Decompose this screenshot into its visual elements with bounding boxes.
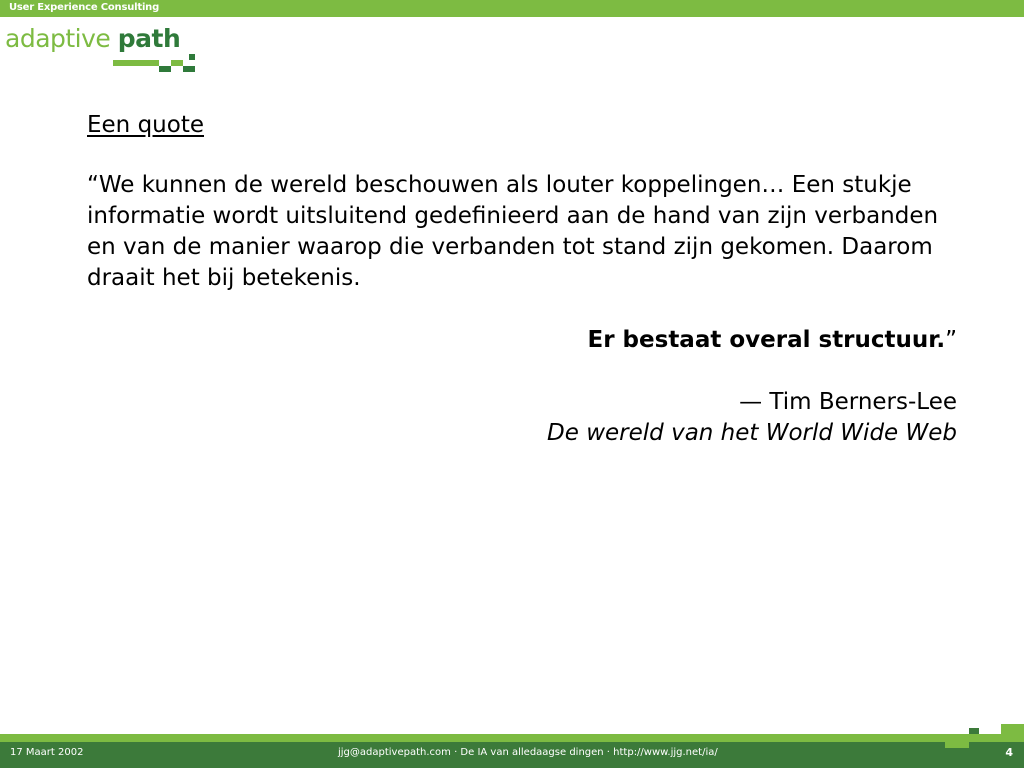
header-bar — [0, 0, 1024, 17]
footer-info: jjg@adaptivepath.com · De IA van alledaagse dingen · http://www.jjg.net/ia/ — [338, 747, 718, 758]
footer-date: 17 Maart 2002 — [10, 747, 84, 758]
footer-block-3 — [979, 734, 1001, 742]
slide-title: Een quote — [87, 112, 204, 138]
quote-conclusion — [87, 325, 957, 356]
quote-body: “We kunnen de wereld beschouwen als louter koppelingen… Een stukje informatie wordt uitsluitend gedefinieerd aan de hand van zijn verbanden en van de manier waarop die verbanden tot stand zijn gekomen. Daarom draait het bij betekenis. — [87, 172, 939, 291]
footer-block-4 — [1001, 724, 1024, 742]
closing-quote-mark: ” — [945, 327, 957, 353]
logo-wordmark — [5, 24, 180, 53]
quote-conclusion-bold: Er bestaat overal structuur. — [587, 327, 946, 353]
tagline: User Experience Consulting — [9, 2, 160, 13]
logo-block-5 — [189, 54, 195, 60]
logo-block-3 — [171, 60, 183, 66]
slide-content — [87, 108, 957, 449]
adaptive-path-logo — [5, 24, 205, 76]
logo-block-4 — [183, 66, 195, 72]
logo-word-path: path — [117, 24, 181, 53]
footer-block-1 — [945, 734, 969, 748]
footer-stripe — [0, 734, 1024, 742]
attribution-author: — Tim Berners-Lee — [739, 389, 957, 415]
logo-block-2 — [159, 66, 171, 72]
quote-attribution — [87, 387, 957, 449]
attribution-source: De wereld van het World Wide Web — [547, 420, 957, 446]
logo-word-adaptive: adaptive — [5, 24, 111, 53]
footer-block-2 — [969, 728, 979, 734]
logo-block-1 — [113, 60, 159, 66]
page-number: 4 — [1005, 746, 1013, 759]
